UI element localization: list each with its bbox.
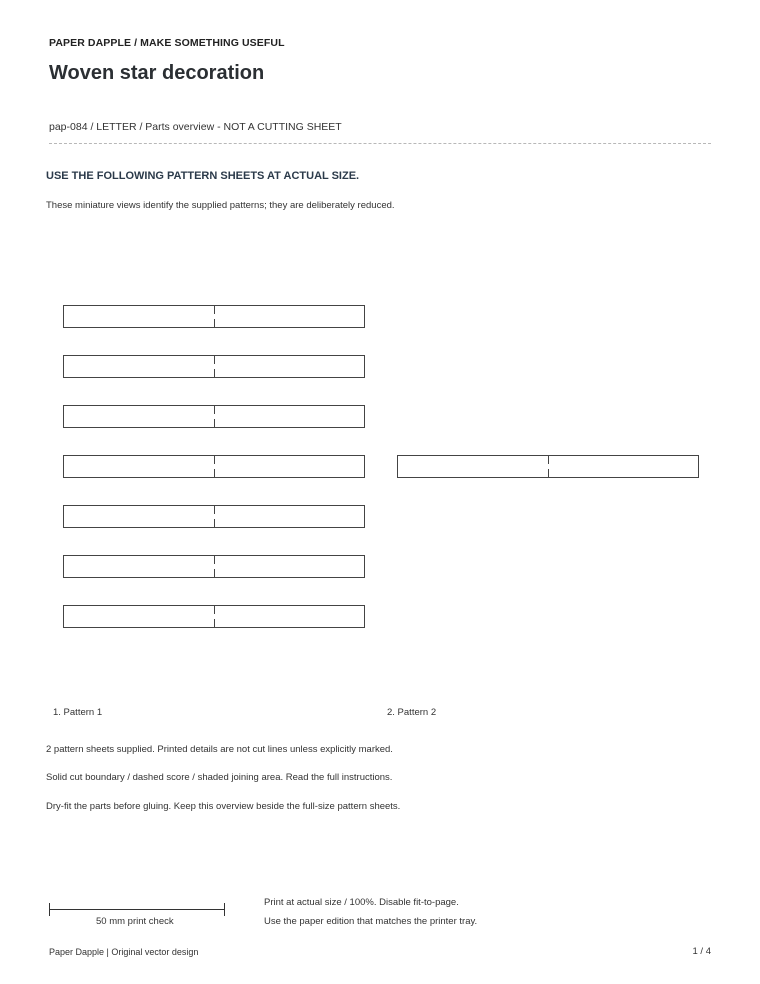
pattern-strip <box>63 405 365 428</box>
dashed-divider <box>49 143 711 144</box>
pattern-strip <box>63 455 365 478</box>
pattern-2-label: 2. Pattern 2 <box>387 707 437 718</box>
instruction-paragraph: 2 pattern sheets supplied. Printed details are not cut lines unless explicitly marked. <box>46 744 393 755</box>
pattern-strip <box>397 455 699 478</box>
page-number: 1 / 4 <box>692 946 711 957</box>
print-check-label: 50 mm print check <box>96 916 174 927</box>
section-note: These miniature views identify the supplied patterns; they are deliberately reduced. <box>46 200 395 211</box>
paper-instruction: Use the paper edition that matches the printer tray. <box>264 916 478 927</box>
pattern-strip <box>63 505 365 528</box>
page-title: Woven star decoration <box>49 62 265 84</box>
pattern-strip <box>63 305 365 328</box>
print-instruction: Print at actual size / 100%. Disable fit-to-page. <box>264 897 459 908</box>
pattern-1-label: 1. Pattern 1 <box>53 707 103 718</box>
document-meta: pap-084 / LETTER / Parts overview - NOT A CUTTING SHEET <box>49 121 342 133</box>
brand-line: PAPER DAPPLE / MAKE SOMETHING USEFUL <box>49 37 285 49</box>
pattern-strip <box>63 605 365 628</box>
instruction-paragraph: Solid cut boundary / dashed score / shaded joining area. Read the full instructions. <box>46 772 393 783</box>
pattern-strip <box>63 355 365 378</box>
section-heading: USE THE FOLLOWING PATTERN SHEETS AT ACTUAL SIZE. <box>46 170 360 182</box>
print-check-scale-bar <box>49 909 225 910</box>
instruction-paragraph: Dry-fit the parts before gluing. Keep this overview beside the full-size pattern sheets. <box>46 801 401 812</box>
pattern-strip <box>63 555 365 578</box>
footer-credit: Paper Dapple | Original vector design <box>49 947 199 957</box>
